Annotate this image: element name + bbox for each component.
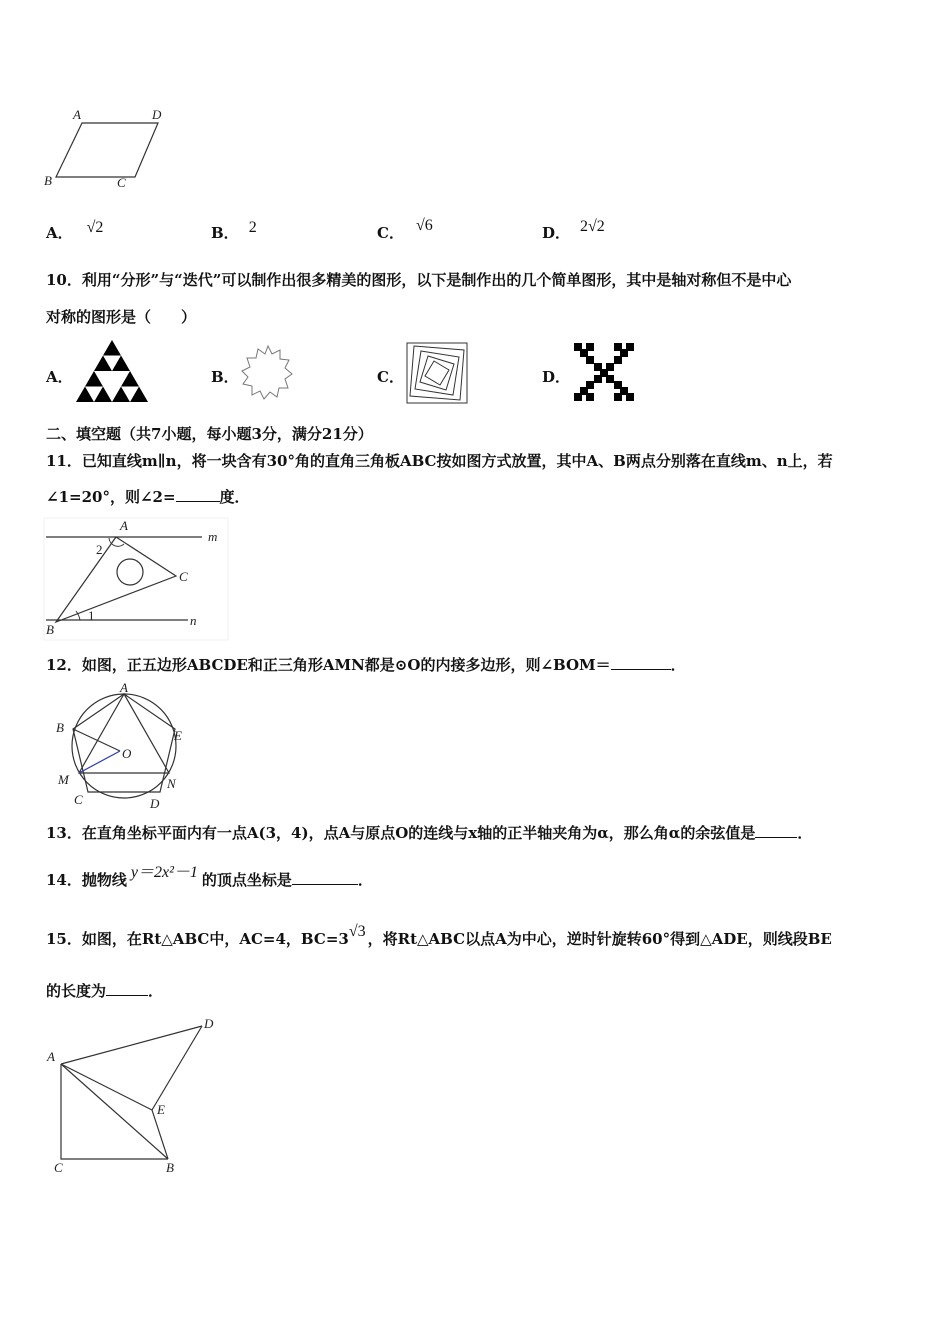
label-O: O <box>122 746 132 761</box>
label-A: A <box>120 680 128 695</box>
q11-parallel-lines-figure <box>44 518 230 642</box>
checker-fractal-icon <box>574 343 634 401</box>
label-D: D <box>204 1016 214 1031</box>
sierpinski-triangle-icon <box>76 340 148 402</box>
rotated-squares-icon <box>406 342 468 404</box>
q15-line2: 的长度为 ． <box>46 982 164 1000</box>
label-C: C <box>179 569 188 584</box>
q10-option-c: C． <box>377 368 404 386</box>
q12-text: 12．如图，正五边形ABCDE和正三角形AMN都是⊙O的内接多边形，则∠BOM＝ ． <box>46 656 686 674</box>
q14-answer-blank <box>292 870 358 885</box>
q15-rotation-figure <box>44 1014 234 1179</box>
q11-line2: ∠1=20°，则∠2= 度． <box>46 488 250 506</box>
q9-option-d: D． 2√2 <box>542 218 605 242</box>
label-E: E <box>157 1102 165 1117</box>
label-A: A <box>73 107 81 122</box>
q15-line1: 15．如图，在Rt△ABC中，AC=4，BC=3√3 ，将Rt△ABC以点A为中心，逆时针旋转60°得到△ADE，则线段BE <box>46 923 832 948</box>
q14-text: 14．抛物线 y＝2x²－1 的顶点坐标是 ． <box>46 864 373 889</box>
q11-line1: 11．已知直线m∥n，将一块含有30°角的直角三角板ABC按如图方式放置，其中A、B两点分别落在直线m、n上，若 <box>46 452 833 470</box>
label-D: D <box>150 796 160 811</box>
q13-text: 13．在直角坐标平面内有一点A(3，4)，点A与原点O的连线与x轴的正半轴夹角为α，那么角α的余弦值是 ． <box>46 824 813 842</box>
label-m: m <box>208 529 218 544</box>
q9-option-a: A． √2 <box>46 219 104 242</box>
label-C: C <box>74 792 83 807</box>
label-E: E <box>174 728 182 743</box>
label-C: C <box>54 1160 63 1175</box>
q13-answer-blank <box>755 823 797 838</box>
label-D: D <box>152 107 162 122</box>
q10-line1: 10．利用“分形”与“迭代”可以制作出很多精美的图形，以下是制作出的几个简单图形，其中是轴对称但不是中心 <box>46 271 792 289</box>
label-A: A <box>47 1049 55 1064</box>
section-2-heading: 二、填空题（共7小题，每小题3分，满分21分） <box>46 425 373 443</box>
label-N: N <box>167 776 176 791</box>
q9-option-c: C． √6 <box>377 217 433 242</box>
q12-circle-polygon-figure <box>52 680 192 814</box>
label-B: B <box>46 622 54 637</box>
q10-option-b: B． <box>211 368 239 386</box>
label-1: 1 <box>88 608 95 623</box>
q9-parallelogram-figure <box>40 105 180 195</box>
label-B: B <box>44 173 52 188</box>
q15-answer-blank <box>106 981 148 996</box>
q15-sqrt3: √3 <box>348 923 366 940</box>
q11-answer-blank <box>176 487 220 502</box>
parallelogram-shape <box>56 123 158 177</box>
label-B: B <box>166 1160 174 1175</box>
koch-snowflake-icon <box>240 344 296 402</box>
q12-answer-blank <box>611 655 671 670</box>
label-n: n <box>190 613 197 628</box>
q10-option-d: D． <box>542 368 571 386</box>
label-B: B <box>56 720 64 735</box>
q14-formula: y＝2x²－1 <box>130 864 198 881</box>
q10-line2: 对称的图形是（ ） <box>46 308 197 326</box>
label-C: C <box>117 175 126 190</box>
q9-option-b: B． 2 <box>211 219 257 242</box>
label-M: M <box>58 772 69 787</box>
label-2: 2 <box>96 542 103 557</box>
q10-option-a: A． <box>46 368 73 386</box>
label-A: A <box>120 518 128 533</box>
